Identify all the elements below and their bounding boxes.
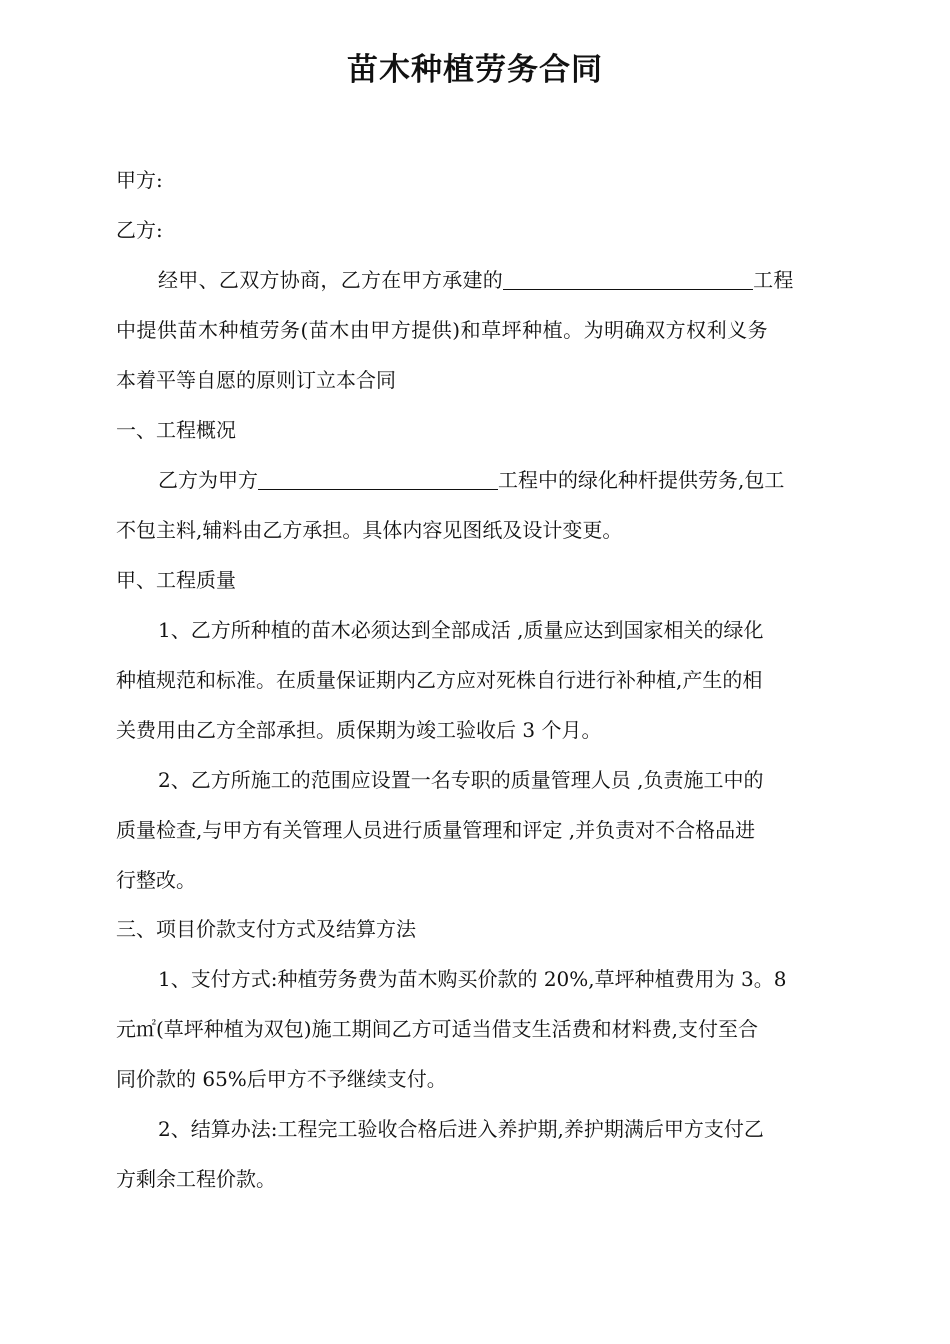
intro-text-after-blank: 工程 xyxy=(753,268,794,292)
section-1-heading: 一、工程概况 xyxy=(116,418,236,442)
section-2-item-2-line-2: 质量检查,与甲方有关管理人员进行质量管理和评定 ,并负责对不合格品进 xyxy=(116,818,756,842)
section-3-item-2-line-1: 2、结算办法:工程完工验收合格后进入养护期,养护期满后甲方支付乙 xyxy=(158,1117,764,1141)
document-title: 苗木种植劳务合同 xyxy=(347,52,603,88)
section-1-project-blank xyxy=(258,465,498,490)
intro-text-before-blank: 经甲、乙双方协商，乙方在甲方承建的 xyxy=(158,268,504,292)
section-1-line-2: 不包主料,辅料由乙方承担。具体内容见图纸及设计变更。 xyxy=(116,518,623,542)
section-3-item-2-line-2: 方剩余工程价款。 xyxy=(116,1167,276,1191)
party-a-label: 甲方: xyxy=(116,168,163,192)
section-2-item-2-line-1: 2、乙方所施工的范围应设置一名专职的质量管理人员 ,负责施工中的 xyxy=(158,768,764,792)
section-1-line-1 xyxy=(158,463,834,497)
section-2-item-1-line-2: 种植规范和标准。在质量保证期内乙方应对死株自行进行补种植,产生的相 xyxy=(116,668,763,692)
section-3-item-1-line-2: 元㎡(草坪种植为双包)施工期间乙方可适当借支生活费和材料费,支付至合 xyxy=(116,1017,758,1041)
project-name-blank xyxy=(503,265,753,290)
intro-line-3: 本着平等自愿的原则订立本合同 xyxy=(116,368,396,392)
section-2-heading: 甲、工程质量 xyxy=(116,568,236,592)
section-2-item-1-line-1: 1、乙方所种植的苗木必须达到全部成活 ,质量应达到国家相关的绿化 xyxy=(158,618,764,642)
section-3-heading: 三、项目价款支付方式及结算方法 xyxy=(116,917,416,941)
intro-line-2: 中提供苗木种植劳务(苗木由甲方提供)和草坪种植。为明确双方权利义务 xyxy=(116,318,769,342)
intro-line-1 xyxy=(158,263,834,297)
section-1-text-after-blank: 工程中的绿化种杆提供劳务,包工 xyxy=(498,468,785,492)
section-2-item-2-line-3: 行整改。 xyxy=(116,868,196,892)
section-3-item-1-line-3: 同价款的 65%后甲方不予继续支付。 xyxy=(116,1067,447,1091)
party-b-label: 乙方: xyxy=(116,218,163,242)
section-1-text-before-blank: 乙方为甲方 xyxy=(158,468,258,492)
section-3-item-1-line-1: 1、支付方式:种植劳务费为苗木购买价款的 20%,草坪种植费用为 3。8 xyxy=(158,967,787,991)
section-2-item-1-line-3: 关费用由乙方全部承担。质保期为竣工验收后 3 个月。 xyxy=(116,718,602,742)
